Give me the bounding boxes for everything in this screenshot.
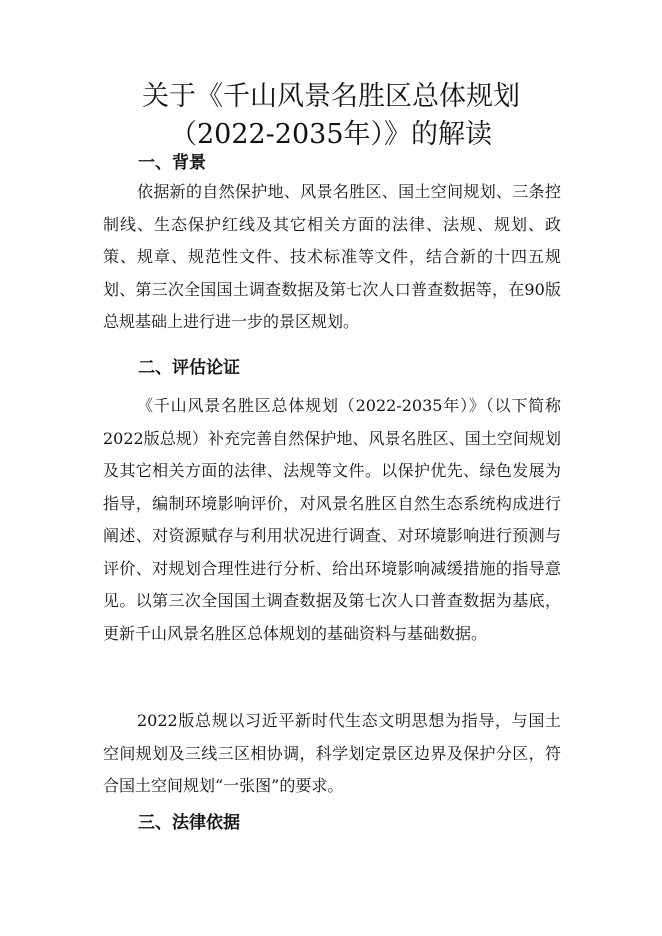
paragraph-background: 依据新的自然保护地、风景名胜区、国土空间规划、三条控制线、生态保护红线及其它相关方面的法律、法规、规划、政策、规章、规范性文件、技术标准等文件，结合新的十四五规划、第三次全国国土调查数据及第七次人口普查数据等，在90版总规基础上进行进一步的景区规划。 [103, 182, 561, 331]
section-heading-evaluation: 二、评估论证 [138, 358, 240, 378]
section-heading-legal-basis: 三、法律依据 [138, 813, 240, 833]
paragraph-evaluation-1: 《千山风景名胜区总体规划（2022-2035年）》（以下简称2022版总规）补充完善自然保护地、风景名胜区、国土空间规划及其它相关方面的法律、法规等文件。以保护优先、绿色发展为指导，编制环境影响评价，对风景名胜区自然生态系统构成进行阐述、对资源赋存与利用状况进行调查、对环境影响进行预测与评价、对规划合理性进行分析、给出环境影响减缓措施的指导意见。以第三次全国国土调查数据及第七次人口普查数据为基底，更新千山风景名胜区总体规划的基础资料与基础数据。 [103, 396, 561, 643]
section-heading-background: 一、背景 [138, 153, 206, 173]
page-title: 关于《千山风景名胜区总体规划（2022-2035年）》的解读 [142, 81, 520, 150]
paragraph-evaluation-2: 2022版总规以习近平新时代生态文明思想为指导，与国土空间规划及三线三区相协调，科学划定景区边界及保护分区，符合国土空间规划“一张图”的要求。 [103, 711, 561, 795]
